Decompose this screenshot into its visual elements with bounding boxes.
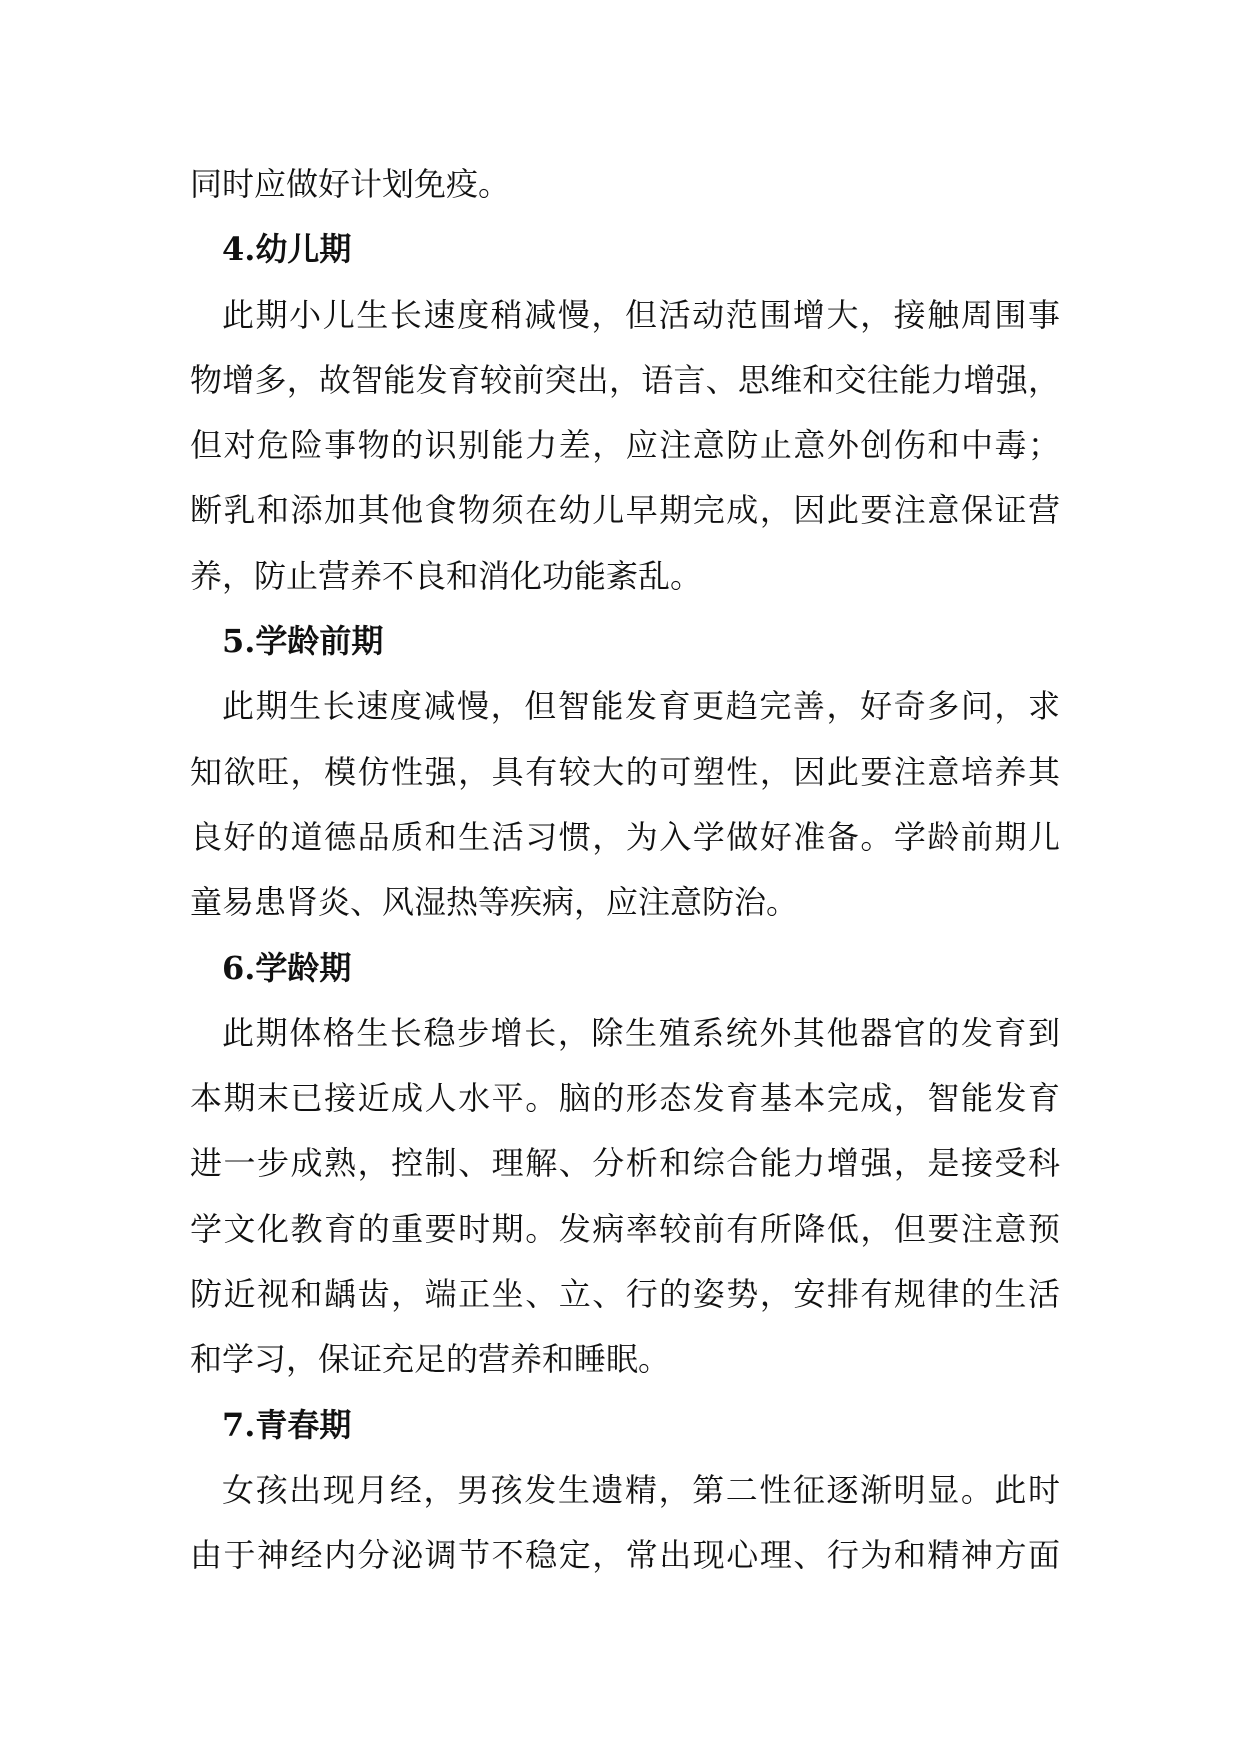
continuation-line: 同时应做好计划免疫。 — [190, 165, 511, 203]
paragraph-line: 防近视和龋齿，端正坐、立、行的姿势，安排有规律的生活 — [190, 1275, 1060, 1314]
paragraph-line: 此期生长速度减慢，但智能发育更趋完善，好奇多问，求 — [222, 687, 1060, 726]
paragraph-line: 知欲旺，模仿性强，具有较大的可塑性，因此要注意培养其 — [190, 752, 1060, 791]
paragraph-line: 但对危险事物的识别能力差，应注意防止意外创伤和中毒； — [190, 426, 1060, 465]
paragraph-line: 本期末已接近成人水平。脑的形态发育基本完成，智能发育 — [190, 1079, 1060, 1118]
paragraph-line: 女孩出现月经，男孩发生遗精，第二性征逐渐明显。此时 — [222, 1470, 1060, 1509]
section-heading-toddler: 4.幼儿期 — [222, 230, 352, 269]
paragraph-line: 进一步成熟，控制、理解、分析和综合能力增强，是接受科 — [190, 1144, 1060, 1183]
paragraph-line: 童易患肾炎、风湿热等疾病，应注意防治。 — [190, 883, 799, 922]
paragraph-line: 断乳和添加其他食物须在幼儿早期完成，因此要注意保证营 — [190, 491, 1060, 530]
section-heading-school-age: 6.学龄期 — [222, 948, 352, 987]
section-heading-adolescence: 7.青春期 — [222, 1405, 352, 1444]
paragraph-line: 和学习，保证充足的营养和睡眠。 — [190, 1340, 671, 1379]
paragraph-line: 养，防止营养不良和消化功能紊乱。 — [190, 556, 703, 595]
paragraph-line: 物增多，故智能发育较前突出，语言、思维和交往能力增强， — [190, 360, 1060, 399]
paragraph-line: 学文化教育的重要时期。发病率较前有所降低，但要注意预 — [190, 1209, 1060, 1248]
paragraph-line: 良好的道德品质和生活习惯，为入学做好准备。学龄前期儿 — [190, 817, 1060, 856]
paragraph-line: 由于神经内分泌调节不稳定，常出现心理、行为和精神方面 — [190, 1536, 1060, 1575]
paragraph-line: 此期体格生长稳步增长，除生殖系统外其他器官的发育到 — [222, 1013, 1060, 1052]
section-heading-preschool: 5.学龄前期 — [222, 622, 384, 661]
paragraph-line: 此期小儿生长速度稍减慢，但活动范围增大，接触周围事 — [222, 295, 1060, 334]
document-page — [190, 152, 1060, 1589]
